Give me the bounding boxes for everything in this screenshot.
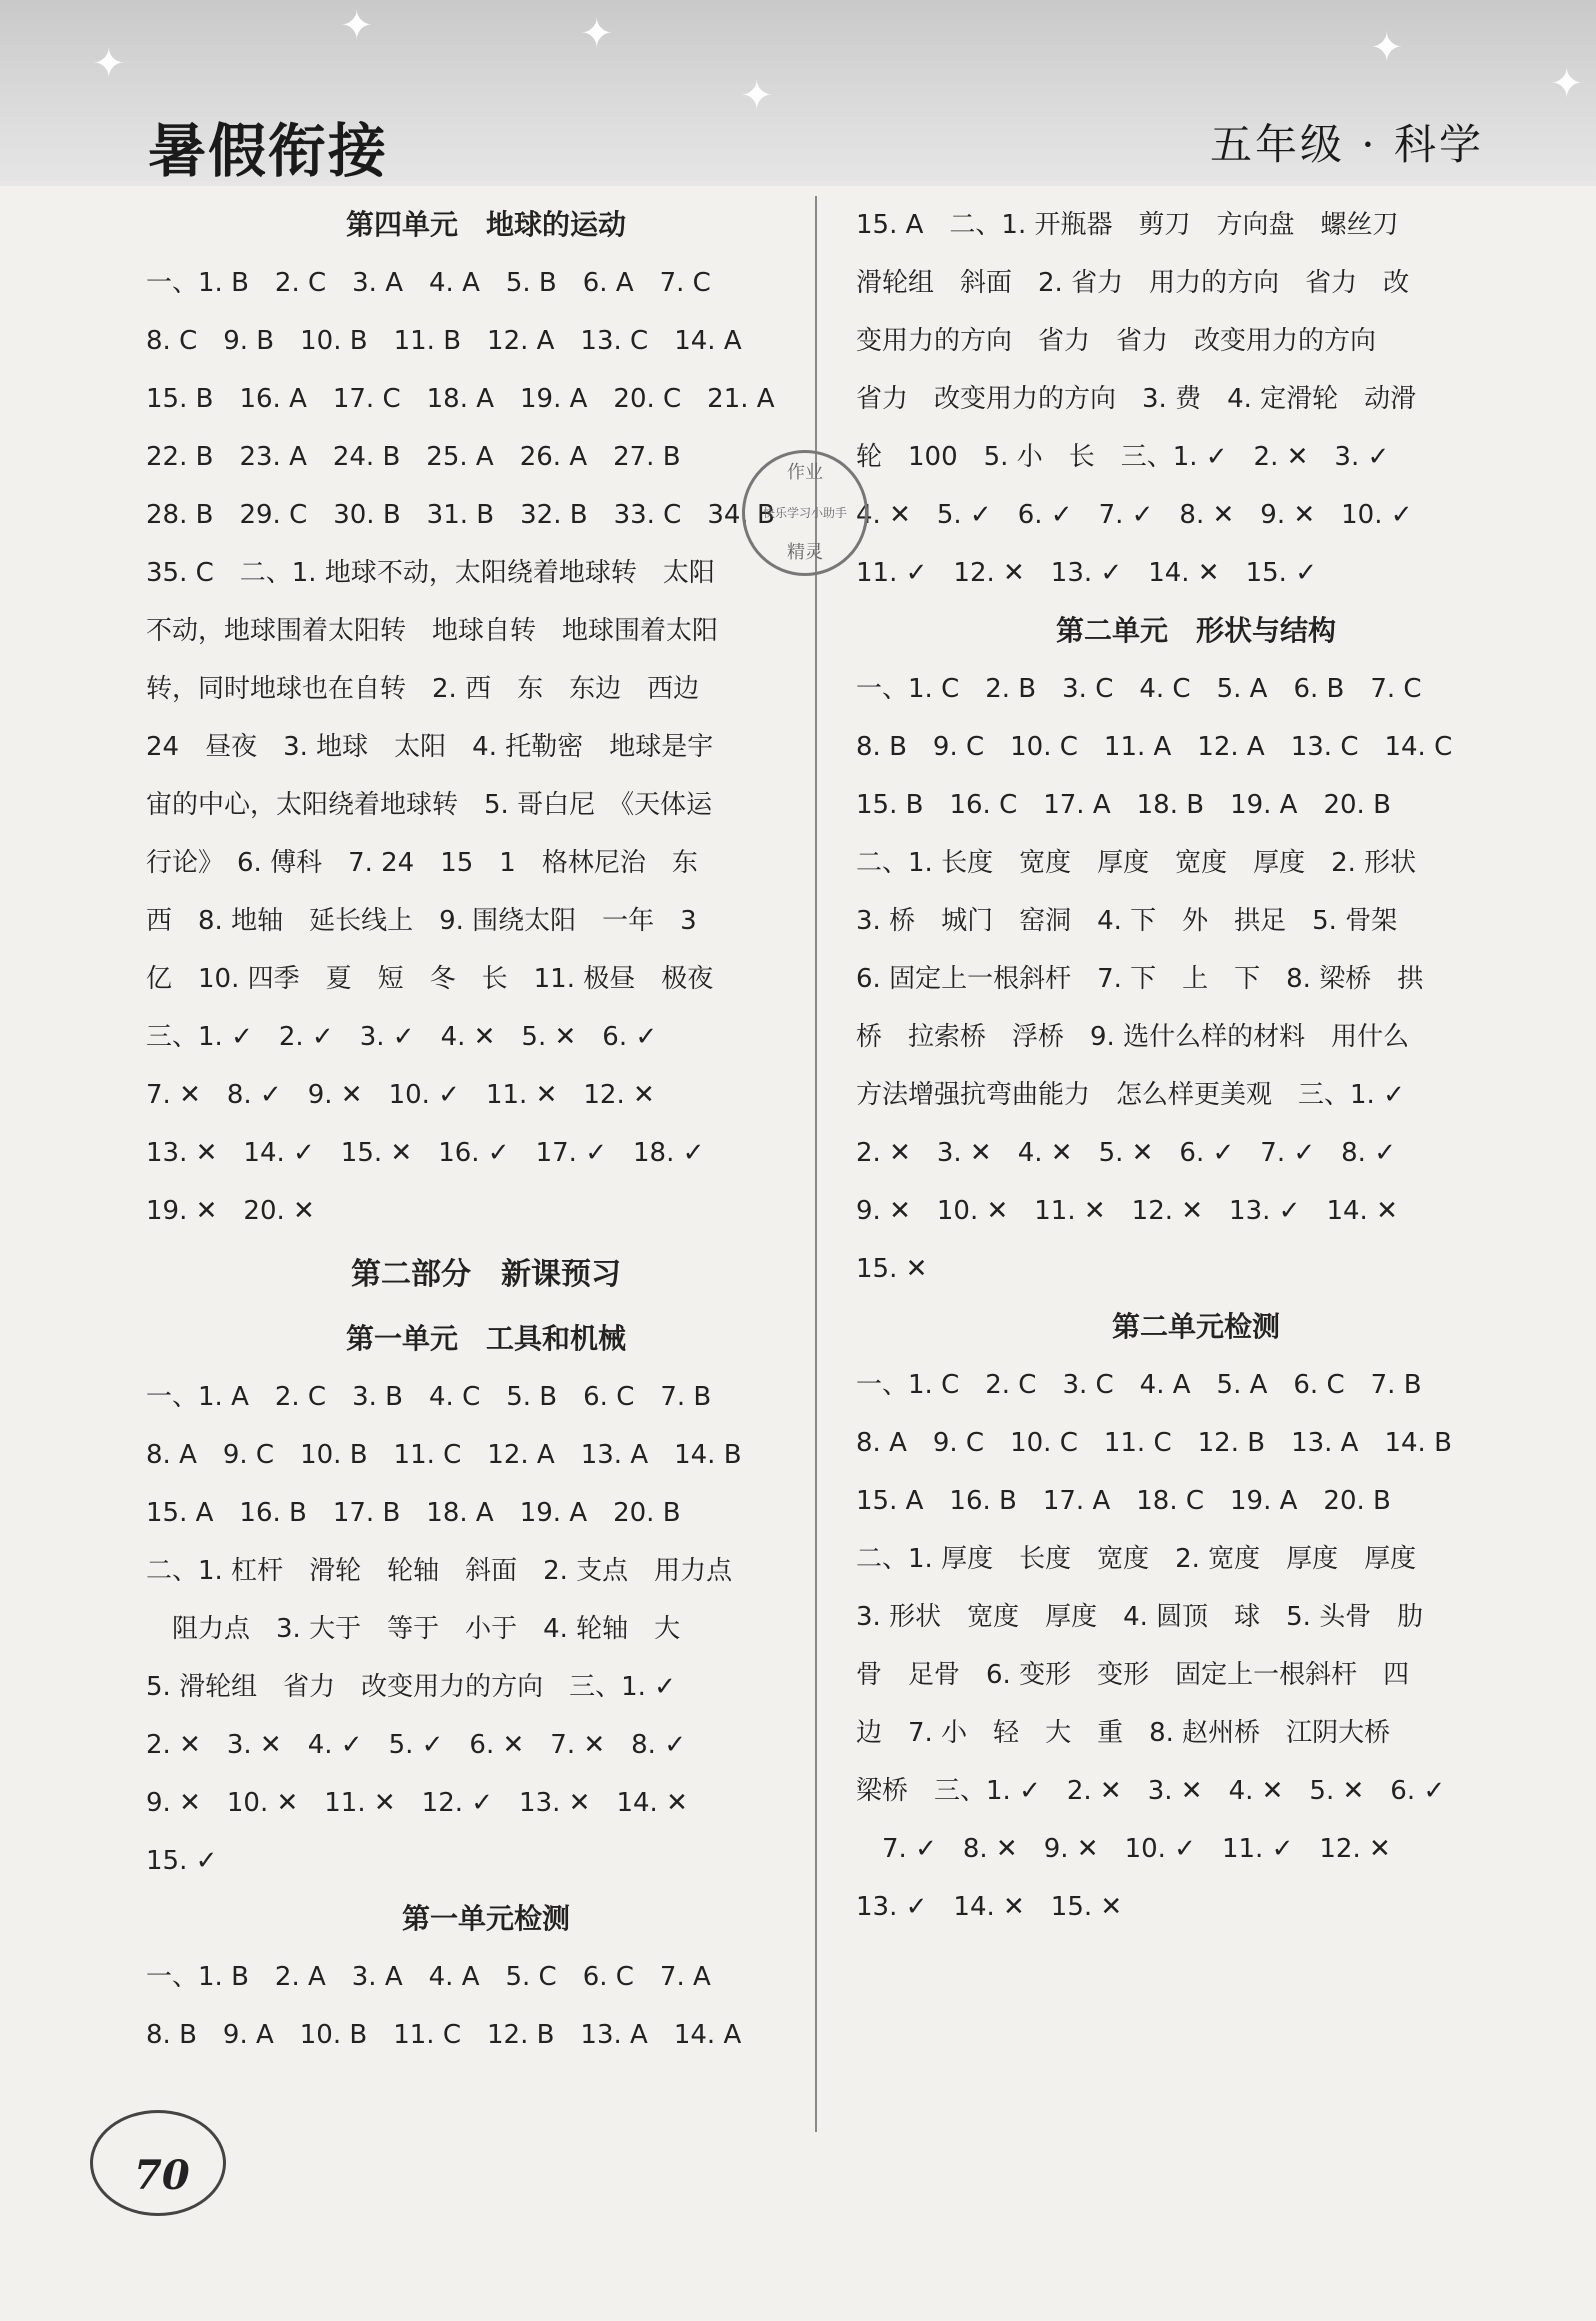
answer-line: 省力 改变用力的方向 3. 费 4. 定滑轮 动滑 [856,384,1417,414]
answer-line: 3. 桥 城门 窑洞 4. 下 外 拱足 5. 骨架 [856,906,1398,936]
answer-line: 15. ✓ [146,1846,218,1876]
page-header [0,0,1596,186]
answer-line: 8. B 9. C 10. C 11. A 12. A 13. C 14. C [856,732,1453,762]
answer-line: 5. 滑轮组 省力 改变用力的方向 三、1. ✓ [146,1672,676,1702]
star-icon: ✦ [1370,25,1404,71]
answer-line: 22. B 23. A 24. B 25. A 26. A 27. B [146,442,681,472]
answer-line: 7. ✕ 8. ✓ 9. ✕ 10. ✓ 11. ✕ 12. ✕ [146,1080,655,1110]
answer-line: 转，同时地球也在自转 2. 西 东 东边 西边 [146,674,700,704]
answer-line: 35. C 二、1. 地球不动，太阳绕着地球转 太阳 [146,558,715,588]
answer-line: 宙的中心，太阳绕着地球转 5. 哥白尼 《天体运 [146,790,713,820]
answer-line: 2. ✕ 3. ✕ 4. ✕ 5. ✕ 6. ✓ 7. ✓ 8. ✓ [856,1138,1396,1168]
answer-line: 4. ✕ 5. ✓ 6. ✓ 7. ✓ 8. ✕ 9. ✕ 10. ✓ [856,500,1413,530]
answer-line: 二、1. 厚度 长度 宽度 2. 宽度 厚度 厚度 [856,1544,1417,1574]
section-heading: 第一单元 工具和机械 [345,1322,626,1355]
star-icon: ✦ [92,41,126,87]
answer-line: 13. ✕ 14. ✓ 15. ✕ 16. ✓ 17. ✓ 18. ✓ [146,1138,705,1168]
answer-line: 一、1. A 2. C 3. B 4. C 5. B 6. C 7. B [146,1382,712,1412]
answer-line: 8. A 9. C 10. B 11. C 12. A 13. A 14. B [146,1440,742,1470]
answer-line: 梁桥 三、1. ✓ 2. ✕ 3. ✕ 4. ✕ 5. ✕ 6. ✓ [856,1776,1446,1806]
section-heading: 第四单元 地球的运动 [345,208,626,241]
answer-line: 8. A 9. C 10. C 11. C 12. B 13. A 14. B [856,1428,1452,1458]
watermark-stamp [742,450,868,576]
stamp-text: 作业 [787,462,823,483]
answer-line: 13. ✓ 14. ✕ 15. ✕ [856,1892,1123,1922]
answer-line: 滑轮组 斜面 2. 省力 用力的方向 省力 改 [856,268,1410,298]
answer-line: 15. ✕ [856,1254,928,1284]
answer-line: 一、1. C 2. B 3. C 4. C 5. A 6. B 7. C [856,674,1422,704]
answer-line: 15. B 16. C 17. A 18. B 19. A 20. B [856,790,1391,820]
section-heading: 第一单元检测 [401,1902,570,1935]
answer-line: 亿 10. 四季 夏 短 冬 长 11. 极昼 极夜 [146,964,714,994]
answer-line: 11. ✓ 12. ✕ 13. ✓ 14. ✕ 15. ✓ [856,558,1317,588]
answer-line: 15. A 二、1. 开瓶器 剪刀 方向盘 螺丝刀 [856,210,1399,240]
stamp-text: 快乐学习小助手 [762,506,847,520]
page-number: 70 [134,2152,190,2199]
answer-line: 桥 拉索桥 浮桥 9. 选什么样的材料 用什么 [856,1022,1410,1052]
answer-line: 一、1. B 2. A 3. A 4. A 5. C 6. C 7. A [146,1962,711,1992]
answer-line: 6. 固定上一根斜杆 7. 下 上 下 8. 梁桥 拱 [856,964,1424,994]
answer-line: 变用力的方向 省力 省力 改变用力的方向 [856,326,1377,356]
answer-line: 15. A 16. B 17. B 18. A 19. A 20. B [146,1498,681,1528]
answer-line: 9. ✕ 10. ✕ 11. ✕ 12. ✕ 13. ✓ 14. ✕ [856,1196,1398,1226]
answer-line: 边 7. 小 轻 大 重 8. 赵州桥 江阴大桥 [856,1718,1391,1748]
answer-line: 28. B 29. C 30. B 31. B 32. B 33. C 34. B [146,500,775,530]
answer-line: 9. ✕ 10. ✕ 11. ✕ 12. ✓ 13. ✕ 14. ✕ [146,1788,688,1818]
answer-line: 不动，地球围着太阳转 地球自转 地球围着太阳 [146,616,719,646]
star-icon: ✦ [340,3,374,49]
brand-title: 暑假衔接 [148,117,389,185]
part-heading: 第二部分 新课预习 [351,1257,621,1292]
answer-line: 三、1. ✓ 2. ✓ 3. ✓ 4. ✕ 5. ✕ 6. ✓ [146,1022,658,1052]
answer-line: 轮 100 5. 小 长 三、1. ✓ 2. ✕ 3. ✓ [856,442,1390,472]
answer-line: 方法增强抗弯曲能力 怎么样更美观 三、1. ✓ [856,1080,1405,1110]
answer-line: 骨 足骨 6. 变形 变形 固定上一根斜杆 四 [856,1660,1410,1690]
answer-line: 阻力点 3. 大于 等于 小于 4. 轮轴 大 [146,1614,681,1644]
answer-line: 2. ✕ 3. ✕ 4. ✓ 5. ✓ 6. ✕ 7. ✕ 8. ✓ [146,1730,686,1760]
answer-line: 15. A 16. B 17. A 18. C 19. A 20. B [856,1486,1391,1516]
answer-line: 行论》 6. 傅科 7. 24 15 1 格林尼治 东 [146,848,698,878]
star-icon: ✦ [580,11,614,57]
star-icon: ✦ [740,73,774,119]
answer-line: 二、1. 长度 宽度 厚度 宽度 厚度 2. 形状 [856,848,1417,878]
section-heading: 第二单元 形状与结构 [1055,614,1336,647]
section-heading: 第二单元检测 [1111,1310,1280,1343]
answer-line: 一、1. B 2. C 3. A 4. A 5. B 6. A 7. C [146,268,711,298]
left-column [146,196,826,2064]
right-column [856,196,1536,1936]
grade-subject: 五年级 · 科学 [1209,120,1484,169]
stamp-text: 精灵 [787,542,823,563]
answer-line: 8. C 9. B 10. B 11. B 12. A 13. C 14. A [146,326,742,356]
answer-line: 24 昼夜 3. 地球 太阳 4. 托勒密 地球是宇 [146,732,714,762]
answer-line: 15. B 16. A 17. C 18. A 19. A 20. C 21. A [146,384,775,414]
answer-line: 8. B 9. A 10. B 11. C 12. B 13. A 14. A [146,2020,742,2050]
answer-line: 二、1. 杠杆 滑轮 轮轴 斜面 2. 支点 用力点 [146,1556,733,1586]
star-icon: ✦ [1550,61,1584,107]
answer-line: 一、1. C 2. C 3. C 4. A 5. A 6. C 7. B [856,1370,1422,1400]
answer-line: 西 8. 地轴 延长线上 9. 围绕太阳 一年 3 [146,906,697,936]
answer-line: 19. ✕ 20. ✕ [146,1196,315,1226]
answer-line: 3. 形状 宽度 厚度 4. 圆顶 球 5. 头骨 肋 [856,1602,1424,1632]
answer-line: 7. ✓ 8. ✕ 9. ✕ 10. ✓ 11. ✓ 12. ✕ [856,1834,1391,1864]
